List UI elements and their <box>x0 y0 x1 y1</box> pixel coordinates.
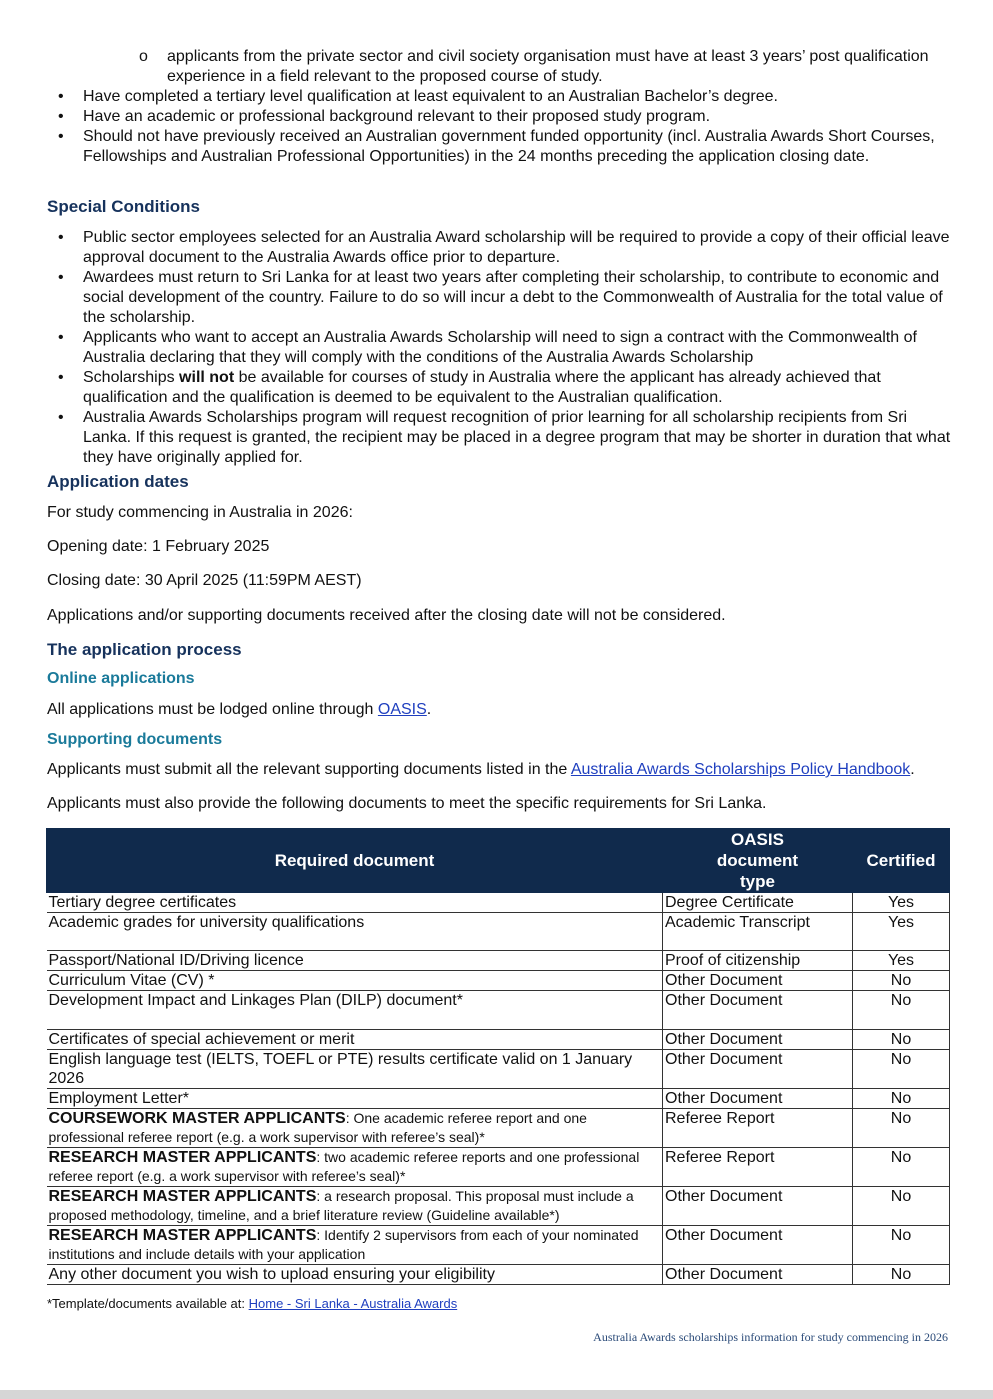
supporting-documents-text: Applicants must submit all the relevant supporting documents listed in the Australia Awards Scholarships Policy Handbook. <box>47 761 915 778</box>
hollow-bullet-icon: o <box>139 48 148 65</box>
table-row: RESEARCH MASTER APPLICANTS: Identify 2 supervisors from each of your nominated institutions and include details with your application Other Document No <box>47 1226 950 1265</box>
sub-bullet-text: applicants from the private sector and civil society organisation must have at least 3 years’ post qualification experience in a field relevant to the proposed course of study. <box>167 48 929 85</box>
footnote: *Template/documents available at: Home - Sri Lanka - Australia Awards <box>47 1296 458 1311</box>
bullet-icon: • <box>58 329 64 346</box>
required-documents-table <box>46 828 950 1285</box>
table-row: Passport/National ID/Driving licence Proof of citizenship Yes <box>47 951 950 971</box>
bullet-icon: • <box>58 409 64 426</box>
table-row: Development Impact and Linkages Plan (DILP) document* Other Document No <box>47 991 950 1030</box>
column-header-required-document: Required document <box>47 829 663 893</box>
policy-handbook-link[interactable]: Australia Awards Scholarships Policy Handbook <box>570 761 911 778</box>
special-conditions-heading: Special Conditions <box>47 197 201 216</box>
list-item: • Scholarships will not be available for courses of study in Australia where the applicant has already achieved that qualification and the qualification is deemed to be equivalent to the Australian qualification. <box>58 369 881 406</box>
online-applications-heading: Online applications <box>47 670 195 687</box>
opening-date: Opening date: 1 February 2025 <box>47 538 270 555</box>
late-applications-note: Applications and/or supporting documents received after the closing date will not be considered. <box>47 607 726 624</box>
table-row: Certificates of special achievement or merit Other Document No <box>47 1030 950 1050</box>
list-item: • Have completed a tertiary level qualification at least equivalent to an Australian Bachelor’s degree. <box>58 88 778 105</box>
table-row: English language test (IELTS, TOEFL or PTE) results certificate valid on 1 January 2026 Other Document No <box>47 1050 950 1089</box>
table-row: Academic grades for university qualifications Academic Transcript Yes <box>47 913 950 951</box>
bullet-icon: • <box>58 88 64 105</box>
table-row: COURSEWORK MASTER APPLICANTS: One academic referee report and one professional referee report (e.g. a work supervisor with referee’s seal)* Referee Report No <box>47 1109 950 1148</box>
australia-awards-home-link[interactable]: Home - Sri Lanka - Australia Awards <box>248 1296 458 1311</box>
table-row: RESEARCH MASTER APPLICANTS: two academic referee reports and one professional referee report (e.g. a work supervisor with referee’s seal)* Referee Report No <box>47 1148 950 1187</box>
table-row: Any other document you wish to upload ensuring your eligibility Other Document No <box>47 1265 950 1285</box>
page-footer: Australia Awards scholarships information for study commencing in 2026 <box>593 1330 948 1344</box>
table-row: Tertiary degree certificates Degree Certificate Yes <box>47 893 950 913</box>
dates-intro: For study commencing in Australia in 2026: <box>47 504 353 521</box>
closing-date: Closing date: 30 April 2025 (11:59PM AEST) <box>47 572 362 589</box>
specific-requirements-text: Applicants must also provide the following documents to meet the specific requirements for Sri Lanka. <box>47 795 767 812</box>
table-row: RESEARCH MASTER APPLICANTS: a research proposal. This proposal must include a proposed methodology, timeline, and a brief literature review (Guideline available*) Other Document No <box>47 1187 950 1226</box>
bullet-icon: • <box>58 269 64 286</box>
list-item: • Should not have previously received an Australian government funded opportunity (incl. Australia Awards Short Courses, Fellowships and Australian Professional Opportunities) in the 24 months preceding the application closing date. <box>58 128 935 165</box>
special-conditions-list <box>58 228 953 468</box>
bullet-icon: • <box>58 108 64 125</box>
eligibility-list <box>58 87 953 167</box>
list-item: • Applicants who want to accept an Australia Awards Scholarship will need to sign a contract with the Commonwealth of Australia declaring that they will comply with the conditions of the Australia Awards Scholarship <box>58 329 917 366</box>
page-bottom-divider <box>0 1390 993 1399</box>
bullet-icon: • <box>58 369 64 386</box>
bullet-icon: • <box>58 229 64 246</box>
column-header-oasis-type: OASIS document type <box>663 829 853 893</box>
table-row: Curriculum Vitae (CV) * Other Document No <box>47 971 950 991</box>
list-item: • Australia Awards Scholarships program will request recognition of prior learning for all scholarship recipients from Sri Lanka. If this request is granted, the recipient may be placed in a degree program that may be shorter in duration that what they have originally applied for. <box>58 409 951 466</box>
list-item: • Have an academic or professional background relevant to their proposed study program. <box>58 108 711 125</box>
list-item: • Public sector employees selected for an Australia Award scholarship will be required to provide a copy of their official leave approval document to the Australia Awards office prior to departure. <box>58 229 950 266</box>
application-dates-heading: Application dates <box>47 472 189 491</box>
table-row: Employment Letter* Other Document No <box>47 1089 950 1109</box>
sub-bullet-item <box>139 47 954 87</box>
bullet-icon: • <box>58 128 64 145</box>
oasis-link[interactable]: OASIS <box>377 701 427 718</box>
list-item: • Awardees must return to Sri Lanka for at least two years after completing their scholarship, to contribute to economic and social development of the country. Failure to do so will incur a debt to the Commonwealth of Australia for the total value of the scholarship. <box>58 269 943 326</box>
online-applications-text: All applications must be lodged online through OASIS. <box>47 701 432 718</box>
table-header-row <box>47 829 950 893</box>
supporting-documents-heading: Supporting documents <box>47 731 223 748</box>
column-header-certified: Certified <box>853 829 950 893</box>
application-process-heading: The application process <box>47 640 242 659</box>
